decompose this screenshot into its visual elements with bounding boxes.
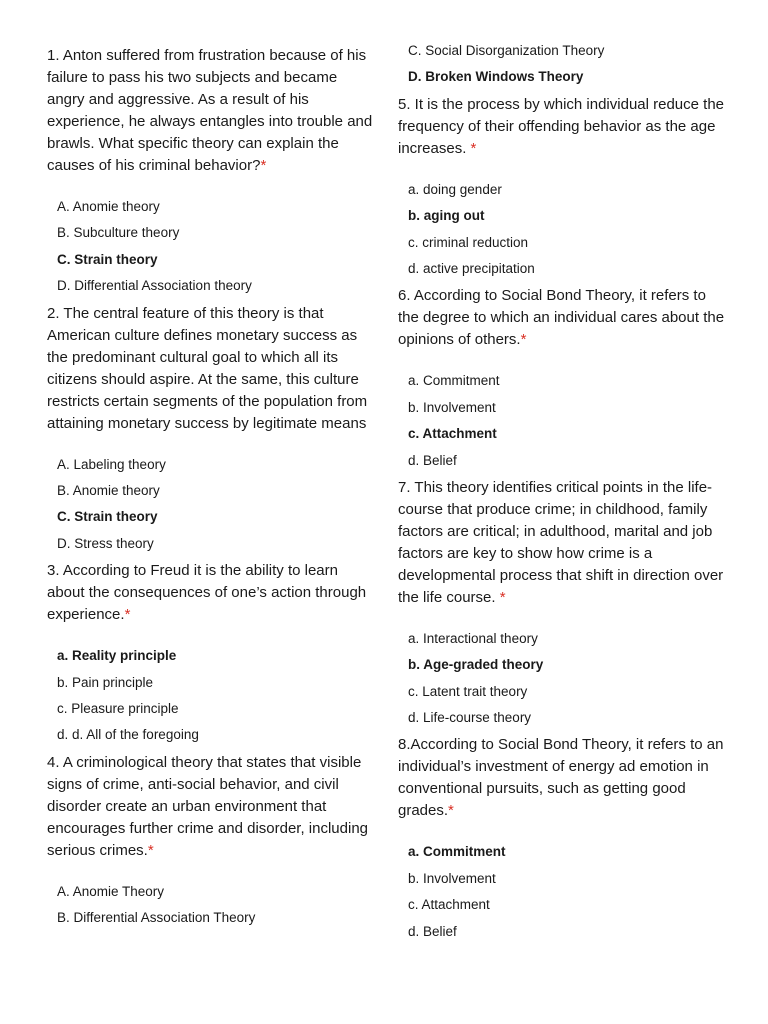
- option: D. Stress theory: [57, 535, 154, 551]
- option-correct: b. Age-graded theory: [408, 657, 544, 673]
- option: d. Life-course theory: [408, 710, 532, 726]
- option: B. Anomie theory: [57, 482, 160, 498]
- required-marker: *: [499, 588, 506, 606]
- option-correct: C. Strain theory: [57, 251, 158, 267]
- option: d. d. All of the foregoing: [57, 727, 199, 743]
- option-correct: b. aging out: [408, 208, 485, 224]
- option: d. active precipitation: [408, 260, 535, 276]
- right-column: [398, 0, 728, 950]
- option: c. Pleasure principle: [57, 700, 179, 716]
- option-correct: a. Reality principle: [57, 648, 177, 664]
- required-marker: *: [147, 841, 154, 859]
- option: A. Labeling theory: [57, 456, 166, 472]
- question-1-options: [47, 199, 373, 294]
- required-marker: *: [448, 802, 454, 820]
- option: b. Involvement: [408, 399, 496, 415]
- question-7-options: [398, 631, 728, 726]
- option: c. criminal reduction: [408, 234, 529, 250]
- question-6-options: [398, 373, 728, 468]
- option: a. Interactional theory: [408, 630, 538, 646]
- question-3-options: [47, 648, 373, 743]
- question-5-options: [398, 182, 728, 277]
- option-correct: a. Commitment: [408, 844, 506, 860]
- question-1-text: 1. Anton suffered from frustration because of his failure to pass his two subjects and became angry and aggressive. As a result of his experience, he always entangles into trouble and brawls. What specific theory can explain the causes of his criminal behavior?*: [47, 47, 373, 174]
- option: C. Social Disorganization Theory: [408, 43, 605, 58]
- question-4-options-continued: [398, 43, 728, 85]
- question-7-text: 7. This theory identifies critical points in the life-course that produce crime; in childhood, family factors are critical; in adulthood, marital and job factors are key to show how crime is a developmental process that shift in direction over the life course. *: [398, 478, 724, 606]
- option: c. Attachment: [408, 897, 490, 913]
- option: A. Anomie Theory: [57, 883, 165, 899]
- option-correct: C. Strain theory: [57, 509, 158, 525]
- option-correct: D. Broken Windows Theory: [408, 69, 584, 85]
- question-4-text: 4. A criminological theory that states that visible signs of crime, anti-social behavior, and civil disorder create an urban environment that encourages further crime and disorder, including serious crimes.*: [47, 753, 369, 859]
- option: b. Involvement: [408, 870, 496, 886]
- question-2-text: 2. The central feature of this theory is that American culture defines monetary success as the predominant cultural goal to which all its citizens should aspire. At the same, this culture restricts certain segments of the population from attaining monetary success by legitimate means: [47, 304, 368, 432]
- option: d. Belief: [408, 452, 457, 468]
- required-marker: *: [520, 331, 527, 349]
- option: a. Commitment: [408, 373, 500, 389]
- question-3-text: 3. According to Freud it is the ability to learn about the consequences of one’s action through experience.*: [47, 562, 367, 624]
- question-8-text: 8.According to Social Bond Theory, it refers to an individual’s investment of energy ad emotion in conventional pursuits, such as getting good grades.*: [398, 736, 724, 820]
- option-correct: c. Attachment: [408, 426, 497, 442]
- question-6-text: 6. According to Social Bond Theory, it refers to the degree to which an individual cares about the opinions of others.*: [398, 287, 725, 349]
- option: A. Anomie theory: [57, 199, 160, 214]
- required-marker: *: [124, 606, 131, 624]
- option: B. Differential Association Theory: [57, 910, 256, 926]
- left-column: [47, 0, 373, 936]
- option: D. Differential Association theory: [57, 278, 252, 294]
- question-4-options: [47, 884, 373, 926]
- question-8-options: [398, 844, 728, 939]
- option: c. Latent trait theory: [408, 683, 528, 699]
- question-2-options: [47, 457, 373, 552]
- question-5-text: 5. It is the process by which individual reduce the frequency of their offending behavior as the age increases. *: [398, 95, 725, 157]
- option: b. Pain principle: [57, 674, 154, 690]
- required-marker: *: [260, 157, 267, 174]
- option: a. doing gender: [408, 181, 502, 197]
- option: B. Subculture theory: [57, 225, 180, 241]
- option: d. Belief: [408, 923, 457, 939]
- required-marker: *: [470, 139, 477, 157]
